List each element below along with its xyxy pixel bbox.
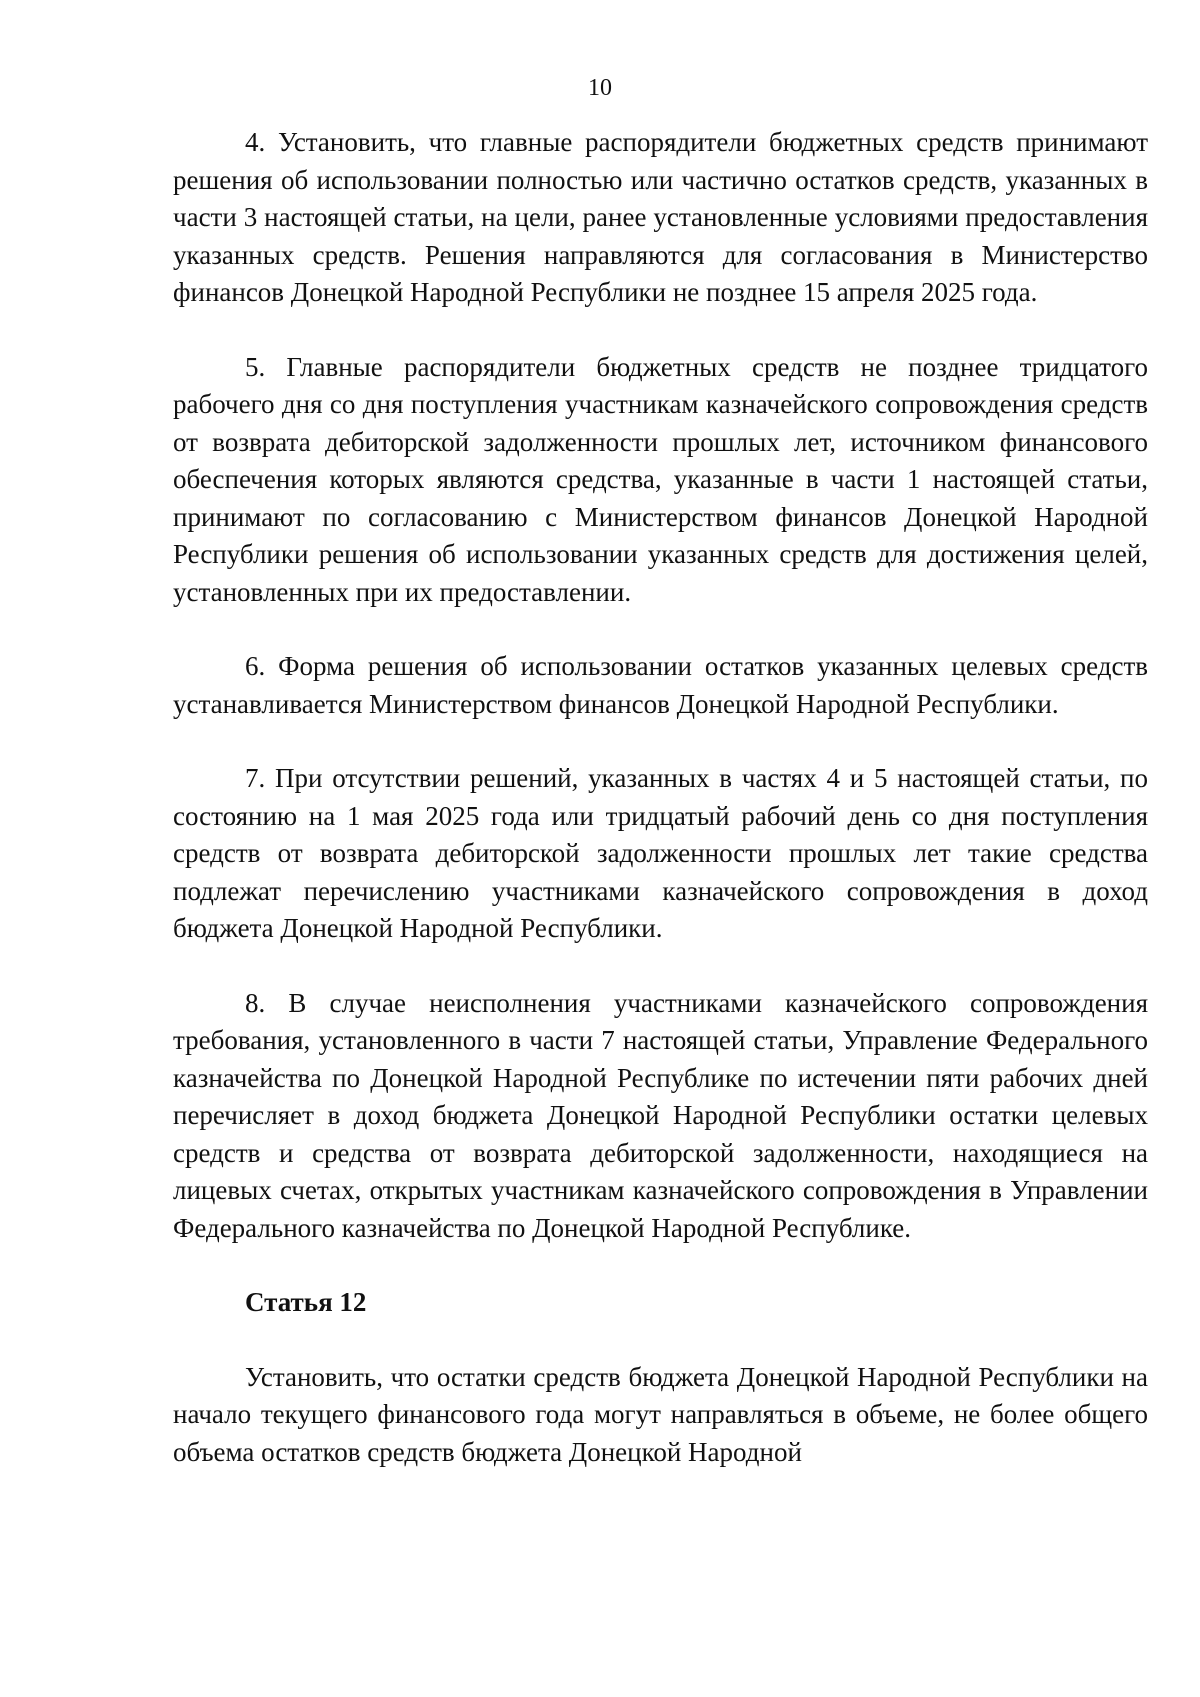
paragraph-5: 5. Главные распорядители бюджетных средств не позднее тридцатого рабочего дня со дня поступления участникам казначейского сопровождения средств от возврата дебиторской задолженности прошлых лет, источником финансового обеспечения которых являются средства, указанные в части 1 настоящей статьи, принимают по согласованию с Министерством финансов Донецкой Народной Республики решения об использовании указанных средств для достижения целей, установленных при их предоставлении. xyxy=(173,351,1148,607)
article-heading: Статья 12 xyxy=(245,1287,367,1317)
page-number: 10 xyxy=(588,75,612,101)
document-body xyxy=(173,124,1148,1508)
paragraph-4: 4. Установить, что главные распорядители бюджетных средств принимают решения об использовании полностью или частично остатков средств, указанных в части 3 настоящей статьи, на цели, ранее установленные условиями предоставления указанных средств. Решения направляются для согласования в Министерство финансов Донецкой Народной Республики не позднее 15 апреля 2025 года. xyxy=(173,127,1148,307)
paragraph-7: 7. При отсутствии решений, указанных в частях 4 и 5 настоящей статьи, по состоянию на 1 мая 2025 года или тридцатый рабочий день со дня поступления средств от возврата дебиторской задолженности прошлых лет такие средства подлежат перечислению участниками казначейского сопровождения в доход бюджета Донецкой Народной Республики. xyxy=(173,763,1148,943)
paragraph-6: 6. Форма решения об использовании остатков указанных целевых средств устанавливается Министерством финансов Донецкой Народной Республики. xyxy=(173,651,1148,719)
article-12-paragraph: Установить, что остатки средств бюджета Донецкой Народной Республики на начало текущего финансового года могут направляться в объеме, не более общего объема остатков средств бюджета Донецкой Народной xyxy=(173,1361,1148,1467)
paragraph-8: 8. В случае неисполнения участниками казначейского сопровождения требования, установленного в части 7 настоящей статьи, Управление Федерального казначейства по Донецкой Народной Республике по истечении пяти рабочих дней перечисляет в доход бюджета Донецкой Народной Республики остатки целевых средств и средства от возврата дебиторской задолженности, находящиеся на лицевых счетах, открытых участникам казначейского сопровождения в Управлении Федерального казначейства по Донецкой Народной Республике. xyxy=(173,987,1148,1243)
